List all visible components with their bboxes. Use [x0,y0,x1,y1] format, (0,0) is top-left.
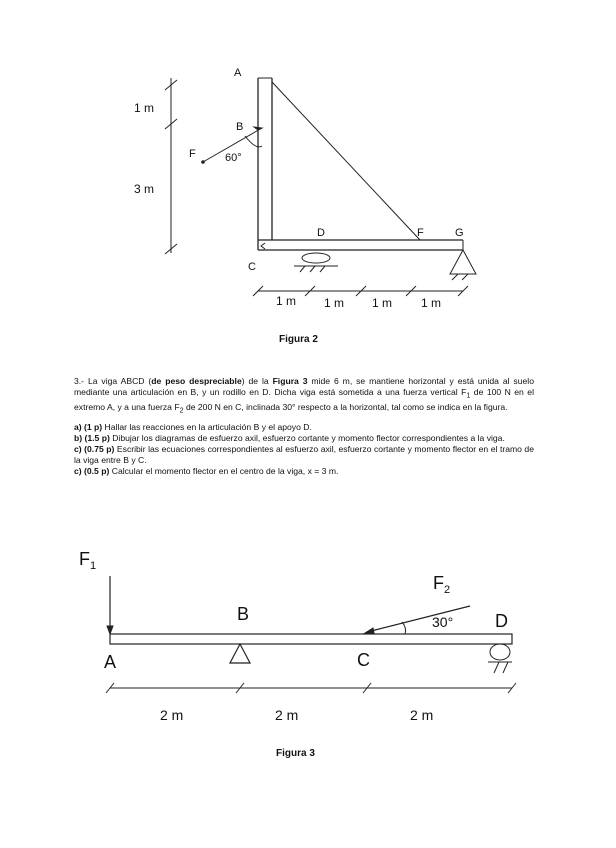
fig3-label-d: D [495,611,508,631]
question-a: a) (1 p) Hallar las reacciones en la articulación B y el apoyo D. [74,422,312,433]
figure-3 [106,576,516,693]
fig2-dim-left-top: 1 m [134,101,155,115]
fig3-label-a: A [104,652,117,672]
fig3-label-angle: 30° [432,614,454,630]
fig3-label-f1: $F_1$ [79,549,97,572]
question-b: b) (1.5 p) Dibujar los diagramas de esfuerzo axil, esfuerzo cortante y momento flector correspondientes a la viga. [74,433,505,444]
fig2-corner-mark [261,243,265,249]
fig3-label-b: B [237,604,250,624]
fig2-dim-bottom-4: 1 m [421,296,442,310]
fig2-cable [272,82,420,240]
fig2-labels [134,67,464,310]
fig2-roller-support [302,253,330,263]
question-d: c) (0.5 p) Calcular el momento flector en el centro de la viga, x = 3 m. [74,466,339,477]
fig3-angle-arc [402,622,406,634]
fig3-pin-support [230,644,250,663]
fig2-dim-bottom-2: 1 m [324,296,345,310]
fig2-label-d: D [317,227,325,239]
question-c: c) (0.75 p) Escribir las ecuaciones correspondientes al esfuerzo axil, esfuerzo cortante y momento flector en el tramo de la viga entre B y C. [74,444,534,466]
fig2-hatch [462,274,468,280]
fig3-hatch [494,662,499,673]
fig2-force-arrowhead [254,127,262,130]
fig3-label-c: C [357,650,370,670]
fig3-force-f2-arrowhead [365,628,374,633]
fig2-hatch [320,266,325,272]
fig2-hatch [310,266,315,272]
fig3-roller-support [490,644,510,660]
fig3-dim-1: 2 m [160,707,184,723]
fig3-beam [110,634,512,644]
fig2-angle-arc [245,136,262,147]
fig2-label-g: G [455,227,464,239]
fig2-label-a: A [234,67,242,79]
fig2-label-b: B [236,121,244,133]
figure-2 [165,78,476,296]
fig2-force-dot [202,161,205,164]
fig2-dim-bottom-1: 1 m [276,294,297,308]
fig3-label-f2: $F_2$ [433,573,451,596]
fig2-dim-bottom-3: 1 m [372,296,393,310]
fig3-force-f2-line [367,606,470,632]
fig2-label-force: F [189,148,196,160]
fig3-dim-2: 2 m [275,707,299,723]
fig2-pin-support [450,250,476,274]
fig2-label-f: F [417,227,424,239]
fig2-label-c: C [248,261,256,273]
fig3-force-f1-arrowhead [107,626,113,634]
problem-intro: 3.- La viga ABCD (de peso despreciable) de la Figura 3 mide 6 m, se mantiene horizontal y está unida al suelo mediante una articulación en B, y un rodillo en D. Dicha viga está sometida a una fuerza vertical $F_1$ de 100 N en el extremo A, y a una fuerza $F_2$ de 200 N en C, inclinada 30° respecto a la horizontal, tal como se indica en la figura. [74,376,534,415]
problem-statement [74,376,534,477]
figure-3-caption: Figura 3 [276,748,315,759]
fig3-labels [79,549,508,723]
fig3-dim-3: 2 m [410,707,434,723]
fig3-hatch [503,662,508,673]
figure-2-caption: Figura 2 [279,334,318,345]
fig2-label-angle: 60° [225,152,242,164]
fig2-hatch [452,274,458,280]
fig2-dim-left-bottom: 3 m [134,182,155,196]
fig2-hatch [300,266,305,272]
